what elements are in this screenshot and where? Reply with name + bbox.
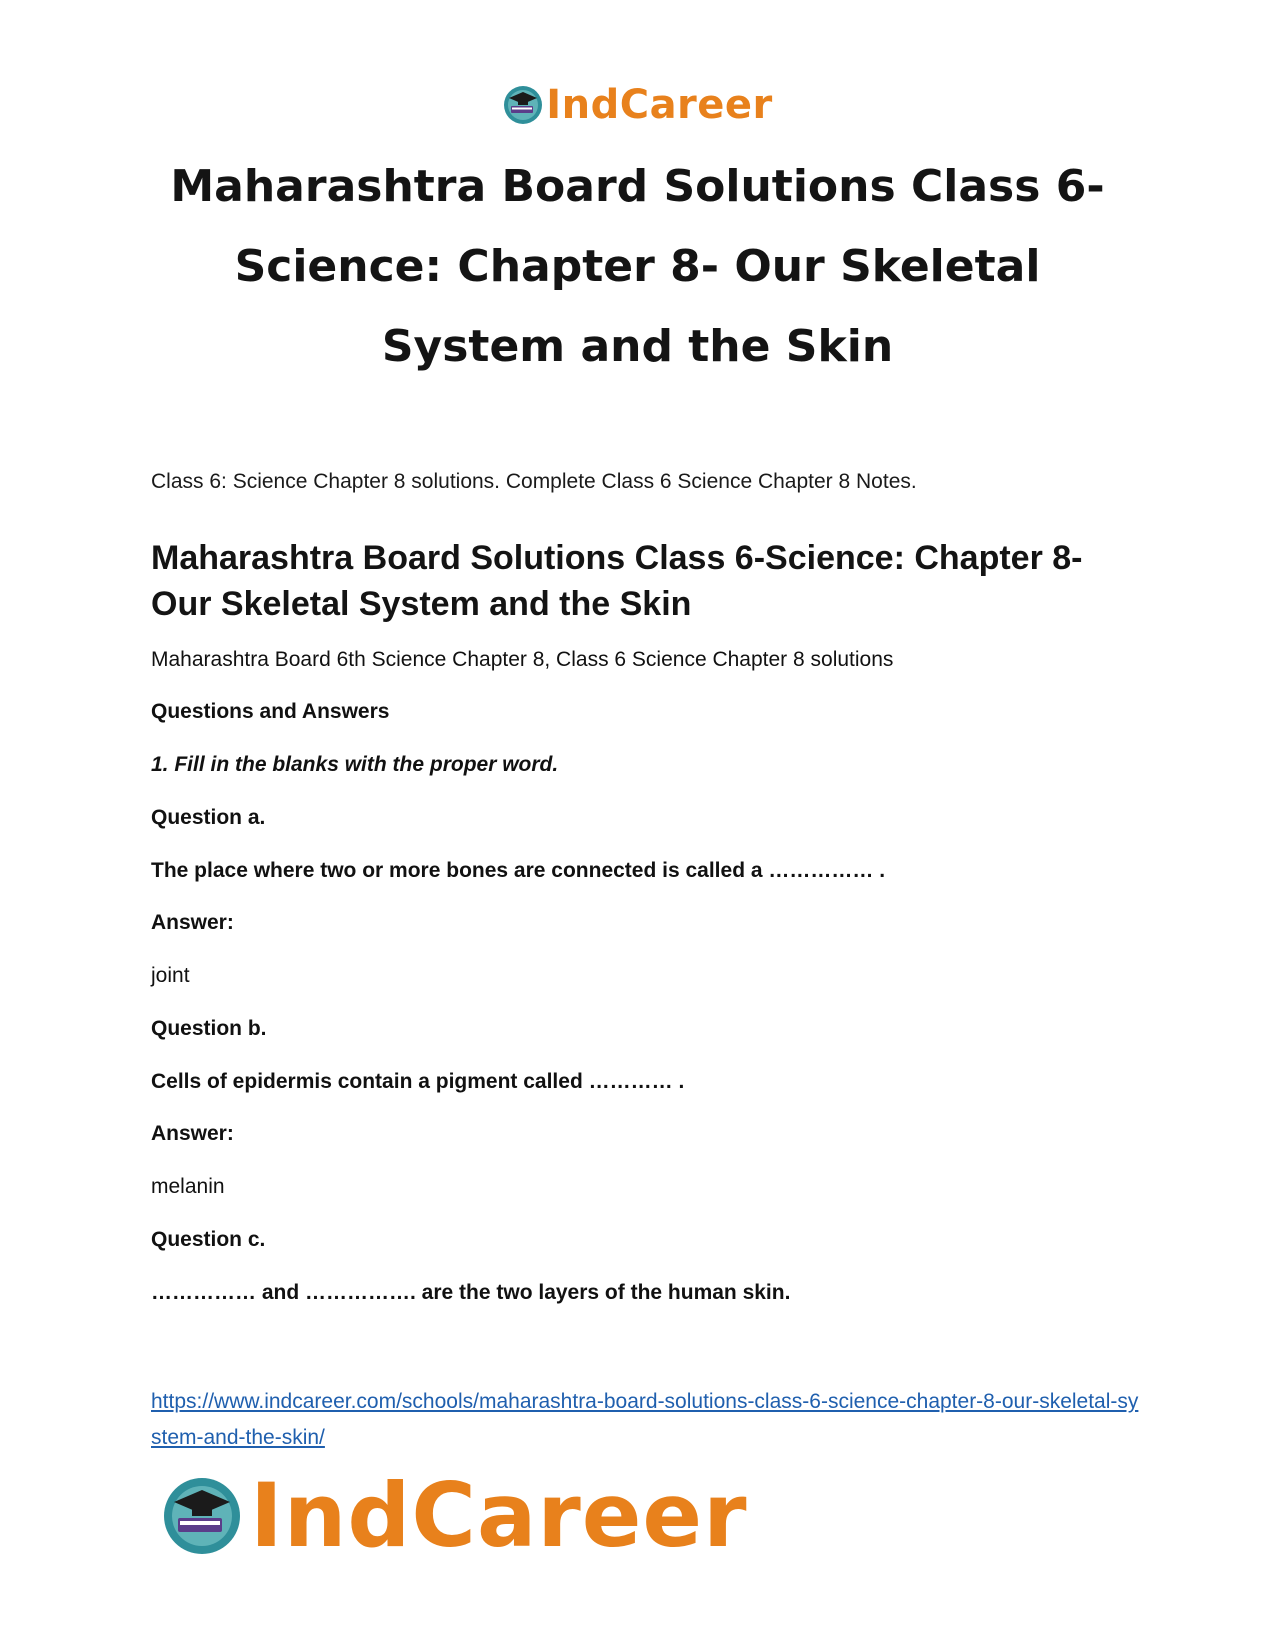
answer-a-text: joint: [151, 964, 190, 987]
graduation-cap-book-icon: [502, 84, 544, 126]
question-a-label: Question a.: [151, 806, 266, 829]
question-a-text: The place where two or more bones are connected is called a …………… .: [151, 859, 886, 882]
qa-heading: Questions and Answers: [151, 700, 390, 723]
section-heading: Maharashtra Board Solutions Class 6-Science: Chapter 8- Our Skeletal System and the Skin: [151, 539, 1083, 623]
answer-a-label: Answer:: [151, 911, 234, 934]
page-title: Maharashtra Board Solutions Class 6-Science: Chapter 8- Our Skeletal System and the Skin: [170, 161, 1105, 372]
question-b-label: Question b.: [151, 1017, 267, 1040]
question-b-text: Cells of epidermis contain a pigment called ………… .: [151, 1070, 685, 1093]
logo-wordmark: IndCareer: [546, 82, 773, 128]
subtitle-text: Maharashtra Board 6th Science Chapter 8, Class 6 Science Chapter 8 solutions: [151, 648, 894, 671]
logo-wordmark: IndCareer: [250, 1464, 748, 1567]
question-c-text: …………… and ……………. are the two layers of the human skin.: [151, 1281, 791, 1304]
answer-b-label: Answer:: [151, 1122, 234, 1145]
answer-b-text: melanin: [151, 1175, 225, 1198]
footer-logo: [160, 1464, 748, 1567]
exercise-title: 1. Fill in the blanks with the proper word.: [151, 753, 559, 776]
source-url-link[interactable]: https://www.indcareer.com/schools/maharashtra-board-solutions-class-6-science-chapter-8-our-skeletal-system-and-the-skin/: [151, 1390, 1139, 1449]
intro-text: Class 6: Science Chapter 8 solutions. Complete Class 6 Science Chapter 8 Notes.: [151, 470, 917, 493]
graduation-cap-book-icon: [160, 1474, 244, 1558]
header-logo: [0, 82, 1275, 131]
question-c-label: Question c.: [151, 1228, 266, 1251]
